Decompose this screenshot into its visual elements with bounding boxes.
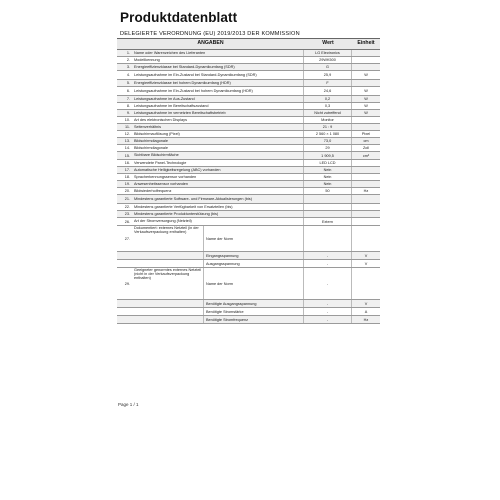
cell-text: Name der Norm [206,281,234,286]
datasheet-table [117,38,380,324]
cell-text: 19. [124,182,130,186]
cell-text: Pixel [361,132,371,136]
cell-text: 15. [124,153,130,158]
sub-row-label [204,226,304,251]
cell-text: 17. [124,168,130,172]
row-label [132,145,304,151]
row-number [117,195,132,203]
cell-text: W [364,111,368,115]
row-value [304,300,352,307]
row-number [117,50,132,56]
cell-text: 9. [126,111,130,115]
cell-text: - [326,253,329,258]
table-row [117,152,380,160]
row-number [117,188,132,194]
row-value [304,260,352,267]
cell-text: 12. [124,132,130,136]
cell-text: Bildschirmauflösung (Pixel) [134,131,180,136]
row-unit [352,300,380,307]
row-label [132,195,304,203]
cell-text: Eingangsspannung [206,253,239,258]
row-number [117,152,132,159]
cell-text: Leistungsaufnahme im Bereitschaftszustand [134,103,209,108]
header-wert: Wert [322,40,334,46]
cell-text: 25,9 [323,73,332,77]
row-unit [352,252,380,259]
row-value [304,218,352,225]
cell-text: 73,0 [323,139,332,143]
cell-text: Bildschirmdiagonale [134,138,168,143]
block-label [132,226,204,251]
row-value [304,195,352,203]
row-value [304,226,352,251]
row-number [117,252,132,259]
cell-text: V [364,253,368,258]
table-header [117,39,380,50]
cell-text: V [364,301,368,306]
row-number [117,96,132,102]
table-row [117,204,380,211]
sub-row-label [204,260,304,267]
cell-text: Mindestens garantierte Software- und Firmware-Aktualisierungen (bis) [134,196,252,201]
row-number [117,87,132,95]
row-value [304,87,352,95]
row-value [304,64,352,70]
cell-text: 1 909,5 [321,153,334,158]
cell-text: Leistungsaufnahme im Ein-Zustand bei Standard-Dynamikumfang (SDR) [134,72,257,77]
table-row [117,124,380,131]
block-label [132,260,204,267]
cell-text: 7. [126,97,130,101]
row-label [132,160,304,166]
cell-text: Benötigte Stromfrequenz [206,317,249,322]
table-row [117,71,380,80]
row-unit [352,218,380,225]
row-number [117,117,132,123]
row-label [132,57,304,63]
sub-row-label [204,252,304,259]
cell-text: Sichtbare Bildschirmfläche [134,153,179,158]
row-value [304,181,352,187]
sub-row-label [204,268,304,299]
row-label [132,152,304,159]
cell-text: Automatische Helligkeitsregelung (ABC) vorhanden [134,167,221,172]
cell-text: 6. [126,89,130,93]
cell-text: Leistungsaufnahme im Ein-Zustand bei hohem Dynamikumfang (HDR) [134,88,253,93]
row-value [304,80,352,86]
cell-text: 5. [126,81,130,85]
cell-text: 11. [125,125,130,129]
cell-text: Modellkennung [134,57,160,62]
row-value [304,96,352,102]
table-row [117,174,380,181]
cell-text: 2. [126,58,130,62]
row-label [132,181,304,187]
cell-text: Monitor [321,118,334,122]
row-unit [352,174,380,180]
cell-text: 27. [124,236,130,241]
table-row [117,316,380,324]
cell-text: LG Electronics [315,51,340,55]
table-row [117,160,380,167]
table-row [117,195,380,204]
row-number [117,103,132,109]
cell-text: Energieeffizienzklasse bei Standard-Dynamikumfang (SDR) [134,64,235,69]
table-row [117,260,380,268]
row-unit [352,103,380,109]
cell-text: 20. [124,189,130,193]
row-unit [352,195,380,203]
row-label [132,124,304,130]
row-number [117,226,132,251]
row-value [304,167,352,173]
cell-text: Hz [363,189,369,193]
table-row [117,167,380,174]
cell-text: 1. [126,51,130,55]
cell-text: 24,6 [323,89,332,93]
cell-text: 10. [124,118,130,122]
cell-text: - [326,317,329,322]
table-row [117,300,380,308]
cell-text: - [326,301,329,306]
row-number [117,160,132,166]
row-label [132,96,304,102]
cell-text: Mindestens garantierte Produktunterstützung (bis) [134,211,219,216]
row-value [304,131,352,137]
row-unit [352,138,380,144]
row-value [304,152,352,159]
cell-text: Anwesenheitssensor vorhanden [134,181,189,186]
row-number [117,181,132,187]
row-number [117,80,132,86]
table-row [117,268,380,300]
row-value [304,316,352,323]
cell-text: W [364,104,368,108]
row-label [132,71,304,79]
row-number [117,138,132,144]
row-unit [352,260,380,267]
cell-text: - [326,261,329,266]
cell-text: Name oder Warenzeichen des Lieferanten [134,50,206,55]
row-value [304,268,352,299]
block-label [132,252,204,259]
row-unit [352,57,380,63]
row-unit [352,152,380,159]
row-unit [352,211,380,217]
cell-text: W [364,73,368,77]
row-number [117,268,132,299]
table-row [117,218,380,226]
cell-text: 18. [124,175,130,179]
row-label [132,64,304,70]
row-label [132,103,304,109]
cell-text: - [326,281,329,286]
row-value [304,110,352,116]
cell-text: Benötigte Stromstärke [206,309,244,314]
row-value [304,103,352,109]
table-row [117,181,380,188]
row-number [117,260,132,267]
cell-text: Nein [323,182,332,186]
row-unit [352,188,380,194]
cell-text: Seitenverhältnis [134,124,162,129]
table-row [117,145,380,152]
row-value [304,174,352,180]
row-unit [352,160,380,166]
row-unit [352,124,380,130]
cell-text: 22. [124,205,130,209]
cell-text: 0,2 [324,97,331,101]
row-unit [352,71,380,79]
cell-text: G [326,65,329,69]
row-unit [352,87,380,95]
row-value [304,308,352,315]
cell-text: Zoll [362,146,370,150]
row-value [304,204,352,210]
table-row [117,138,380,145]
page-title: Produktdatenblatt [120,10,238,25]
row-label [132,50,304,56]
row-number [117,204,132,210]
row-value [304,211,352,217]
table-row [117,87,380,96]
row-unit [352,268,380,299]
row-number [117,218,132,225]
cell-text: W [364,89,368,93]
cell-text: LED LCD [319,161,336,165]
cell-text: Benötigte Ausgangsspannung [206,301,257,306]
cell-text: Energieeffizienzklasse bei hohem Dynamikumfang (HDR) [134,80,231,85]
page-footer: Page 1 / 1 [118,402,139,407]
cell-text: 29. [124,281,130,286]
row-value [304,57,352,63]
sub-row-label [204,316,304,323]
cell-text: cm² [362,153,370,158]
cell-text: 21 : 9 [322,125,333,129]
row-value [304,138,352,144]
row-unit [352,308,380,315]
row-number [117,71,132,79]
row-unit [352,80,380,86]
cell-text: Leistungsaufnahme im Aus-Zustand [134,96,195,101]
row-number [117,174,132,180]
row-unit [352,117,380,123]
table-row [117,117,380,124]
header-angaben: ANGABEN [197,40,224,46]
row-label [132,204,304,210]
row-label [132,87,304,95]
row-unit [352,50,380,56]
row-value [304,188,352,194]
table-row [117,57,380,64]
cell-text: 21. [124,197,130,201]
cell-text: - [326,309,329,314]
cell-text: 8. [126,104,130,108]
row-value [304,50,352,56]
row-number [117,145,132,151]
table-row [117,226,380,252]
cell-text: Art des elektronischen Displays [134,117,187,122]
cell-text: 0,3 [324,104,331,108]
cell-text: cm [363,139,369,143]
cell-text: V [364,261,368,266]
row-unit [352,64,380,70]
row-unit [352,181,380,187]
row-label [132,117,304,123]
table-row [117,110,380,117]
row-label [132,131,304,137]
cell-text: 26. [124,219,130,224]
row-number [117,211,132,217]
cell-text: 29 [325,146,330,150]
block-label [132,300,204,307]
row-label [132,188,304,194]
row-number [117,64,132,70]
cell-text: 14. [124,146,130,150]
cell-text: Ausgangsspannung [206,261,240,266]
cell-text: Nein [323,168,332,172]
cell-text: Spracherkennungssensor vorhanden [134,174,197,179]
row-number [117,300,132,307]
cell-text: A [364,309,368,314]
table-row [117,252,380,260]
row-unit [352,145,380,151]
row-unit [352,167,380,173]
sub-row-label [204,308,304,315]
row-number [117,131,132,137]
cell-text: 16. [124,161,130,165]
cell-text: 2 560 × 1 080 [315,132,340,136]
table-row [117,64,380,71]
row-label [132,218,304,225]
header-einheit: Einheit [357,40,375,46]
cell-text: Bildwiederholfrequenz [134,188,172,193]
cell-text: Name der Norm [206,236,234,241]
row-label [132,167,304,173]
cell-text: W [364,97,368,101]
table-row [117,96,380,103]
row-number [117,124,132,130]
row-unit [352,316,380,323]
row-value [304,117,352,123]
cell-text: 13. [124,139,130,143]
table-row [117,308,380,316]
row-number [117,167,132,173]
row-value [304,145,352,151]
row-unit [352,204,380,210]
row-unit [352,131,380,137]
row-label [132,138,304,144]
table-body [117,50,380,324]
row-label [132,110,304,116]
cell-text: Dokumentiert: externes Netzteil (in der Verkaufsverpackung enthalten) [134,226,199,234]
row-number [117,110,132,116]
row-label [132,174,304,180]
row-number [117,308,132,315]
row-value [304,160,352,166]
cell-text: 3. [126,65,130,69]
cell-text: Geeigneter genormtes externes Netzteil (nicht in der Verkaufsverpackung enthalten) [134,268,202,280]
sub-row-label [204,300,304,307]
row-unit [352,96,380,102]
row-value [304,124,352,130]
table-row [117,188,380,195]
block-label [132,316,204,323]
cell-text: 50 [325,189,330,193]
row-number [117,57,132,63]
row-unit [352,226,380,251]
table-row [117,50,380,57]
cell-text: Extern [322,219,333,224]
table-row [117,131,380,138]
row-label [132,80,304,86]
cell-text: F [326,81,329,85]
table-row [117,80,380,87]
block-label [132,268,204,299]
cell-text: 23. [124,212,130,216]
cell-text: Hz [363,317,369,322]
cell-text: 4. [126,73,130,77]
row-unit [352,110,380,116]
cell-text: Verwendete Panel-Technologie [134,160,187,165]
cell-text: Art der Stromversorgung (Netzteil) [134,219,192,224]
row-value [304,252,352,259]
row-label [132,211,304,217]
row-number [117,316,132,323]
row-value [304,71,352,79]
cell-text: Leistungsaufnahme im vernetzten Bereitschaftsbetrieb [134,110,226,115]
cell-text: Bildschirmdiagonale [134,145,168,150]
cell-text: Nein [323,175,332,179]
cell-text: Mindestens garantierte Verfügbarkeit von Ersatzteilen (bis) [134,204,233,209]
page-subtitle: DELEGIERTE VERORDNUNG (EU) 2019/2013 DER KOMMISSION [120,31,300,37]
block-label [132,308,204,315]
cell-text: Nicht zutreffend [314,111,341,115]
cell-text: 29WK500 [319,58,336,62]
table-row [117,211,380,218]
table-row [117,103,380,110]
